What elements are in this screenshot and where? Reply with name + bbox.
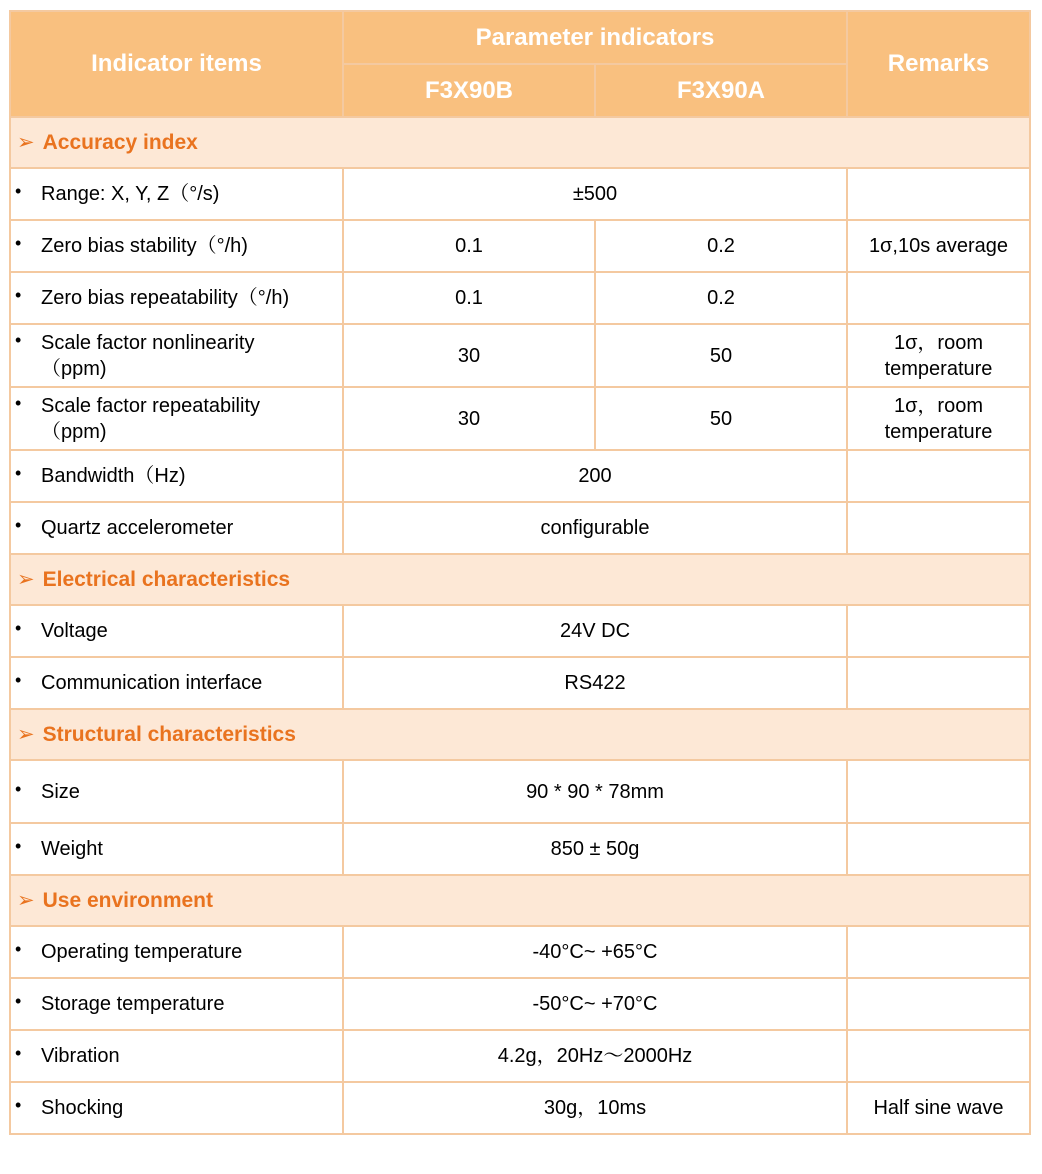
table-row [10,450,1030,502]
section-structural [10,709,1030,760]
arrow-right-icon: ➢ [17,568,35,591]
section-accuracy [10,117,1030,168]
arrow-right-icon: ➢ [17,889,35,912]
bullet-icon: • [15,670,22,690]
bullet-icon: • [15,285,22,305]
row-label: Communication interface [41,672,263,694]
row-value: 850 ± 50g [343,823,847,875]
bullet-icon: • [15,618,22,638]
row-value-f3x90b: 0.1 [343,272,595,324]
row-remark [847,978,1030,1030]
header-model-f3x90b: F3X90B [343,64,595,117]
row-label: Voltage [41,620,108,642]
row-label: Zero bias repeatability（°/h) [41,287,290,309]
section-electrical [10,554,1030,605]
row-label: Storage temperature [41,993,225,1015]
bullet-icon: • [15,1043,22,1063]
spec-table [9,10,1031,1135]
row-label: Scale factor repeatability （ppm) [41,394,261,443]
row-remark [847,926,1030,978]
row-value: 90 * 90 * 78mm [343,760,847,823]
row-value: 30g，10ms [343,1082,847,1134]
row-label: Size [41,780,80,803]
section-title: Accuracy index [42,131,198,154]
bullet-icon: • [15,1095,22,1115]
table-row [10,168,1030,220]
row-value: 200 [343,450,847,502]
table-row [10,272,1030,324]
row-remark [847,760,1030,823]
row-label: Vibration [41,1045,120,1067]
table-row [10,1082,1030,1134]
table-row [10,605,1030,657]
section-title: Structural characteristics [42,723,296,746]
table-row [10,823,1030,875]
bullet-icon: • [15,329,22,350]
row-label: Operating temperature [41,941,243,963]
row-value-f3x90b: 0.1 [343,220,595,272]
row-label: Zero bias stability（°/h) [41,235,248,257]
row-value-f3x90a: 50 [595,324,847,387]
row-remark: Half sine wave [847,1082,1030,1134]
section-title: Use environment [42,889,213,912]
bullet-icon: • [15,991,22,1011]
row-label: Scale factor nonlinearity （ppm) [41,331,255,380]
bullet-icon: • [15,836,22,856]
bullet-icon: • [15,939,22,959]
table-row [10,502,1030,554]
row-value: ±500 [343,168,847,220]
row-remark: 1σ，room temperature [847,387,1030,450]
table-row [10,220,1030,272]
row-remark [847,168,1030,220]
header-model-f3x90a: F3X90A [595,64,847,117]
bullet-icon: • [15,392,22,413]
row-value: RS422 [343,657,847,709]
row-value-f3x90a: 0.2 [595,272,847,324]
table-row [10,657,1030,709]
bullet-icon: • [15,233,22,253]
row-remark: 1σ,10s average [847,220,1030,272]
row-remark: 1σ，room temperature [847,324,1030,387]
header-parameter-indicators: Parameter indicators [343,11,847,64]
bullet-icon: • [15,181,22,201]
row-label: Bandwidth（Hz) [41,465,186,487]
row-remark [847,450,1030,502]
arrow-right-icon: ➢ [17,723,35,746]
row-label: Weight [41,838,103,860]
table-row [10,387,1030,450]
row-remark [847,1030,1030,1082]
table-row [10,1030,1030,1082]
row-label: Shocking [41,1097,124,1119]
row-label: Range: X, Y, Z（°/s) [41,183,220,205]
section-environment [10,875,1030,926]
bullet-icon: • [15,778,22,799]
row-value-f3x90b: 30 [343,324,595,387]
table-row [10,978,1030,1030]
row-value: configurable [343,502,847,554]
row-remark [847,823,1030,875]
bullet-icon: • [15,463,22,483]
row-remark [847,502,1030,554]
row-value: 4.2g，20Hz～2000Hz [343,1030,847,1082]
row-remark [847,605,1030,657]
row-value: -50°C~ +70°C [343,978,847,1030]
section-title: Electrical characteristics [42,568,291,591]
table-row [10,760,1030,823]
row-value-f3x90b: 30 [343,387,595,450]
table-row [10,926,1030,978]
row-value-f3x90a: 0.2 [595,220,847,272]
row-value: 24V DC [343,605,847,657]
bullet-icon: • [15,515,22,535]
row-remark [847,272,1030,324]
row-label: Quartz accelerometer [41,517,234,539]
table-row [10,324,1030,387]
row-remark [847,657,1030,709]
arrow-right-icon: ➢ [17,131,35,154]
header-indicator-items: Indicator items [10,11,343,117]
row-value: -40°C~ +65°C [343,926,847,978]
row-value-f3x90a: 50 [595,387,847,450]
header-remarks: Remarks [847,11,1030,117]
